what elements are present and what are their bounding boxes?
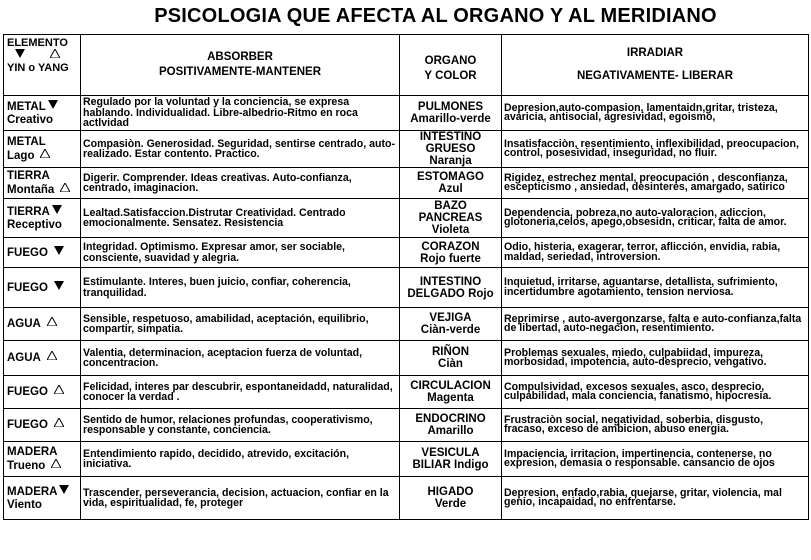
organ-cell: [400, 131, 502, 168]
organ-color: Ciàn-verde: [420, 324, 481, 336]
absorb-cell: Felicidad, interes par descubrir, espontaneidadd, naturalidad, conocer la verdad .: [81, 376, 400, 409]
organ-cell: [400, 199, 502, 238]
element-name: FUEGO: [7, 419, 48, 431]
irradiate-cell: Reprimirse , auto-avergonzarse, falta e auto-confianza,falta de libertad, auto-negacion, resentimiento.: [502, 308, 809, 341]
table-row: [4, 168, 809, 199]
organ-color: Azul: [438, 183, 463, 195]
organ-color: DELGADO Rojo: [407, 287, 494, 300]
absorb-cell: Sentido de humor, relaciones profundas, cooperativismo, responsable y constante, conciencia.: [81, 409, 400, 442]
table-row: [4, 442, 809, 477]
organ-color: Magenta: [427, 392, 474, 404]
organ-cell: [400, 477, 502, 520]
irradiate-cell: Compulsividad, excesos sexuales, asco, desprecio, culpabilidad, mala conciencia, fanatismo, hipocresia.: [502, 376, 809, 409]
yin-triangle-icon: [59, 485, 69, 494]
irradiate-cell: Odio, histeria, exagerar, terror, aflicción, envidia, rabia, maldad, seriedad, introversion.: [502, 238, 809, 268]
absorb-cell: Regulado por la voluntad y la conciencia, se expresa hablando. Individualidad. Libre-albedrio-Ritmo en roca actlvidad: [81, 96, 400, 131]
absorb-cell: Valentia, determinacion, aceptacion fuerza de voluntad, concentracion.: [81, 341, 400, 376]
element-cell: [4, 477, 81, 520]
yin-triangle-icon: [48, 100, 58, 109]
header-irradiar: [502, 35, 809, 96]
organ-name: ESTOMAGO: [417, 171, 484, 183]
yin-triangle-icon: [54, 246, 64, 255]
table-row: [4, 96, 809, 131]
header-elemento: [4, 35, 81, 96]
table-row: [4, 341, 809, 376]
organ-color-extra: Violeta: [431, 224, 470, 236]
irradiate-cell: Depresion, enfado,rabia, quejarse, gritar, violencia, mal genio, incapaidad, no enfrentarse.: [502, 477, 809, 520]
irradiate-cell: Problemas sexuales, miedo, culpabiidad, impureza, morbosidad, impotencia, auto-desprecio, vengativo.: [502, 341, 809, 376]
header-elemento-line1: ELEMENTO: [7, 37, 68, 49]
element-cell: [4, 268, 81, 308]
organ-color-extra: Naranja: [429, 155, 472, 167]
yang-triangle-icon: [54, 418, 64, 427]
header-irradiar-line1: IRRADIAR: [626, 47, 684, 59]
organ-color: Amarillo-verde: [410, 113, 491, 125]
element-subname: Montaña: [7, 183, 55, 196]
absorb-cell: Digerir. Comprender. Ideas creativas. Auto-confianza, centrado, imaginacion.: [81, 168, 400, 199]
yang-triangle-icon: [47, 351, 57, 360]
organ-cell: [400, 308, 502, 341]
organ-color: Ciàn: [438, 358, 463, 370]
organ-name: INTESTINO: [419, 275, 482, 288]
organ-name: CIRCULACION: [410, 380, 491, 392]
yin-triangle-icon: [52, 205, 62, 214]
irradiate-cell: Impaciencia, irritacion, impertinencia, contenerse, no expresion, demasia o responsable. cansancio de ojos: [502, 442, 809, 477]
organ-name: CORAZON: [421, 240, 480, 253]
element-subname: Lago: [7, 149, 35, 162]
irradiate-cell: Rigidez, estrechez mental, preocupación , desconfianza, escepticismo , ansiedad, desinteres, amargado, satirico: [502, 168, 809, 199]
table-row: [4, 409, 809, 442]
irradiate-cell: Inquietud, irritarse, aguantarse, detallista, sufrimiento, incertidumbre agotamiento, tension nerviosa.: [502, 268, 809, 308]
table-row: [4, 376, 809, 409]
table-row: [4, 199, 809, 238]
element-cell: [4, 376, 81, 409]
absorb-cell: Entendimiento rapido, decidido, atrevido, excitación, iniciativa.: [81, 442, 400, 477]
yin-triangle-icon: [15, 49, 25, 58]
element-cell: [4, 131, 81, 168]
header-elemento-line2: YIN o YANG: [7, 62, 69, 74]
header-absorber-line2: POSITIVAMENTE-MANTENER: [158, 66, 322, 78]
organ-cell: [400, 96, 502, 131]
organ-color: Verde: [434, 498, 467, 510]
absorb-cell: Sensible, respetuoso, amabilidad, aceptación, equilibrio, compartir, simpatia.: [81, 308, 400, 341]
organ-cell: [400, 238, 502, 268]
header-organo-line2: Y COLOR: [424, 70, 477, 82]
organ-cell: [400, 442, 502, 477]
table-row: [4, 131, 809, 168]
irradiate-cell: Frustraciòn social, negatividad, soberbia, disgusto, fracaso, exceso de ambicion, abuso energia.: [502, 409, 809, 442]
element-subname: Viento: [7, 498, 42, 511]
organ-cell: [400, 268, 502, 308]
organ-cell: [400, 168, 502, 199]
element-name: FUEGO: [7, 386, 48, 398]
table-row: [4, 238, 809, 268]
absorb-cell: Compasiòn. Generosidad. Seguridad, sentirse centrado, auto-realizado. Estar contento. Practico.: [81, 131, 400, 168]
organ-name: VEJIGA: [429, 312, 472, 324]
header-absorber: [81, 35, 400, 96]
element-subname: Trueno: [7, 459, 46, 472]
irradiate-cell: Depresion,auto-compasion, lamentaidn,gritar, tristeza, avaricia, antisocial, agresividad, egoismo,: [502, 96, 809, 131]
organ-name: VESICULA: [421, 447, 480, 459]
absorb-cell: Trascender, perseverancia, decision, actuacion, confiar en la vida, espiritualidad, fe, proteger: [81, 477, 400, 520]
yang-triangle-icon: [40, 149, 50, 158]
table-row: [4, 268, 809, 308]
organ-cell: [400, 341, 502, 376]
organ-color: Amarillo: [427, 425, 474, 437]
element-name: FUEGO: [7, 246, 48, 259]
table-row: [4, 308, 809, 341]
organ-color: BILIAR Indigo: [412, 459, 489, 471]
element-name: TIERRA: [7, 169, 50, 182]
yang-triangle-icon: [47, 317, 57, 326]
element-subname: Creativo: [7, 113, 54, 126]
element-name: FUEGO: [7, 281, 48, 294]
yin-triangle-icon: [54, 281, 64, 290]
element-subname: Receptivo: [7, 218, 62, 231]
organ-name: HIGADO: [427, 486, 474, 498]
irradiate-cell: Dependencia, pobreza,no auto-valoracion, adiccion, glotoneria,celos, apego,obsesidn, criticar, falta de amor.: [502, 199, 809, 238]
organ-color: Rojo fuerte: [420, 252, 481, 265]
absorb-cell: Estimulante. Interes, buen juicio, confiar, coherencia, tranquilidad.: [81, 268, 400, 308]
element-cell: [4, 308, 81, 341]
absorb-cell: Lealtad.Satisfaccion.Distrutar Creatividad. Centrado emocionalmente. Sensatez. Resistencia: [81, 199, 400, 238]
header-absorber-line1: ABSORBER: [207, 51, 273, 63]
organ-name: PULMONES: [417, 101, 484, 113]
element-name: AGUA: [7, 352, 41, 364]
page-title: PSICOLOGIA QUE AFECTA AL ORGANO Y AL MERIDIANO: [154, 5, 717, 27]
element-cell: [4, 199, 81, 238]
element-cell: [4, 168, 81, 199]
organ-name: ENDOCRINO: [415, 413, 486, 425]
element-name: METAL: [7, 100, 46, 113]
header-row: [4, 35, 809, 96]
yang-triangle-icon: [60, 183, 70, 192]
organ-name: INTESTINO: [419, 131, 482, 143]
header-organo-line1: ORGANO: [424, 55, 477, 67]
element-cell: [4, 409, 81, 442]
organ-name: BAZO: [434, 200, 467, 212]
psychology-table: [3, 34, 809, 520]
absorb-cell: Integridad. Optimismo. Expresar amor, ser sociable, consciente, suavidad y alegria.: [81, 238, 400, 268]
element-cell: [4, 96, 81, 131]
yang-triangle-icon: [51, 459, 61, 468]
organ-cell: [400, 409, 502, 442]
irradiate-cell: Insatisfacciòn, resentimiento, inflexibilidad, preocupacion, control, posesividad, inseguridad, no fluir.: [502, 131, 809, 168]
organ-name: RIÑON: [431, 346, 470, 358]
header-organo: [400, 35, 502, 96]
yang-triangle-icon: [54, 385, 64, 394]
organ-cell: [400, 376, 502, 409]
element-name: MADERA: [7, 485, 58, 498]
element-cell: [4, 442, 81, 477]
yang-triangle-icon: [50, 49, 60, 58]
element-cell: [4, 341, 81, 376]
element-name: METAL: [7, 135, 46, 148]
element-name: MADERA: [7, 445, 58, 458]
organ-color: PANCREAS: [418, 212, 483, 224]
element-cell: [4, 238, 81, 268]
element-name: TIERRA: [7, 205, 50, 218]
organ-color: GRUESO: [425, 143, 476, 155]
element-name: AGUA: [7, 318, 41, 330]
table-row: [4, 477, 809, 520]
header-irradiar-line2: NEGATIVAMENTE- LIBERAR: [576, 70, 734, 82]
